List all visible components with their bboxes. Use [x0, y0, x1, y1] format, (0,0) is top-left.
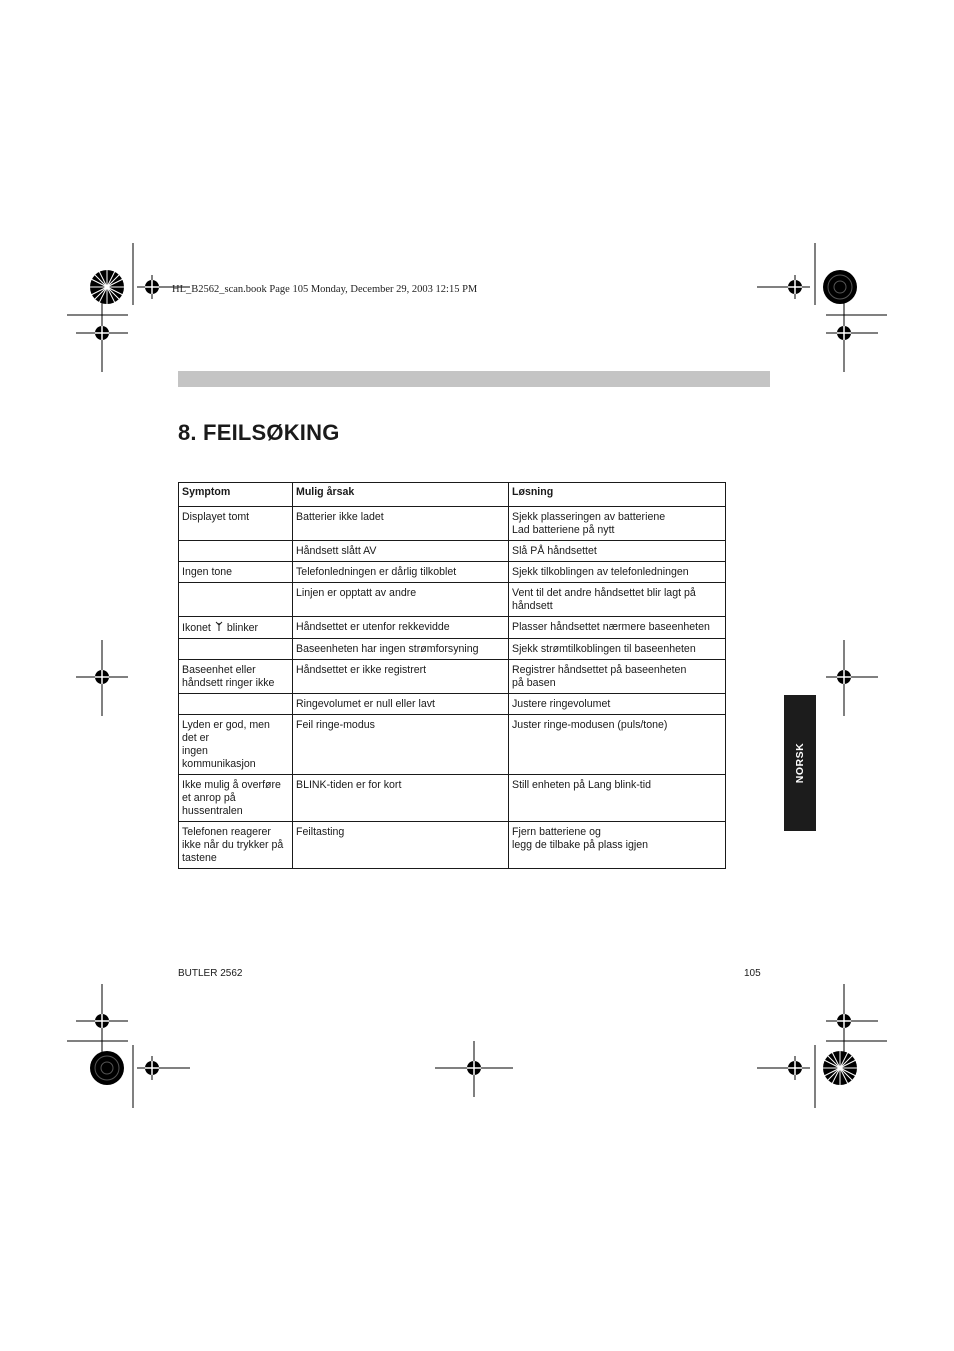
antenna-icon	[211, 621, 227, 635]
header-solution: Løsning	[509, 483, 726, 507]
troubleshooting-table	[178, 482, 726, 869]
symptom-cell: Displayet tomt	[179, 507, 293, 541]
solution-cell: Justere ringevolumet	[509, 694, 726, 715]
cause-cell: Baseenheten har ingen strømforsyning	[293, 639, 509, 660]
symptom-cell	[179, 694, 293, 715]
symptom-suffix: blinker	[226, 622, 259, 634]
solution-cell: Still enheten på Lang blink-tid	[509, 775, 726, 822]
table-row	[179, 660, 726, 694]
book-header-line: HL_B2562_scan.book Page 105 Monday, December 29, 2003 12:15 PM	[172, 284, 478, 295]
solution-cell: Plasser håndsettet nærmere baseenheten	[509, 617, 726, 639]
table-row	[179, 562, 726, 583]
footer-page-number: 105	[744, 968, 761, 979]
cause-cell: Linjen er opptatt av andre	[293, 583, 509, 617]
cause-cell: Ringevolumet er null eller lavt	[293, 694, 509, 715]
table-row	[179, 507, 726, 541]
language-tab-label: NORSK	[794, 742, 806, 784]
symptom-cell	[179, 541, 293, 562]
table-row	[179, 715, 726, 775]
cause-cell: Telefonledningen er dårlig tilkoblet	[293, 562, 509, 583]
cause-cell: Batterier ikke ladet	[293, 507, 509, 541]
solution-cell: Fjern batteriene og legg de tilbake på plass igjen	[509, 822, 726, 869]
solution-cell: Vent til det andre håndsettet blir lagt på håndsett	[509, 583, 726, 617]
cause-cell: Feil ringe-modus	[293, 715, 509, 775]
symptom-cell	[179, 583, 293, 617]
table-row	[179, 541, 726, 562]
section-bar	[178, 371, 770, 387]
solution-cell: Sjekk strømtilkoblingen til baseenheten	[509, 639, 726, 660]
page-title: 8. FEILSØKING	[178, 420, 340, 445]
symptom-cell: Lyden er god, men det er ingen kommunikasjon	[179, 715, 293, 775]
solution-cell: Juster ringe-modusen (puls/tone)	[509, 715, 726, 775]
table-row	[179, 583, 726, 617]
cause-cell: Håndsettet er utenfor rekkevidde	[293, 617, 509, 639]
solution-cell: Sjekk plasseringen av batteriene Lad batteriene på nytt	[509, 507, 726, 541]
language-tab	[784, 695, 816, 831]
table-header-row	[179, 483, 726, 507]
table-row	[179, 822, 726, 869]
table-row	[179, 694, 726, 715]
cause-cell: Håndsettet er ikke registrert	[293, 660, 509, 694]
header-cause: Mulig årsak	[293, 483, 509, 507]
symptom-cell: Ikke mulig å overføre et anrop på hussentralen	[179, 775, 293, 822]
header-symptom: Symptom	[179, 483, 293, 507]
symptom-cell	[179, 617, 293, 639]
symptom-cell: Baseenhet eller håndsett ringer ikke	[179, 660, 293, 694]
solution-cell: Registrer håndsettet på baseenheten på basen	[509, 660, 726, 694]
table-row	[179, 775, 726, 822]
solution-cell: Slå PÅ håndsettet	[509, 541, 726, 562]
symptom-cell	[179, 639, 293, 660]
symptom-prefix: Ikonet	[182, 622, 211, 634]
solution-cell: Sjekk tilkoblingen av telefonledningen	[509, 562, 726, 583]
cause-cell: Feiltasting	[293, 822, 509, 869]
cause-cell: BLINK-tiden er for kort	[293, 775, 509, 822]
table-row	[179, 617, 726, 639]
symptom-cell: Ingen tone	[179, 562, 293, 583]
table-row	[179, 639, 726, 660]
footer-product-name: BUTLER 2562	[178, 968, 243, 979]
cause-cell: Håndsett slått AV	[293, 541, 509, 562]
symptom-cell: Telefonen reagerer ikke når du trykker på tastene	[179, 822, 293, 869]
